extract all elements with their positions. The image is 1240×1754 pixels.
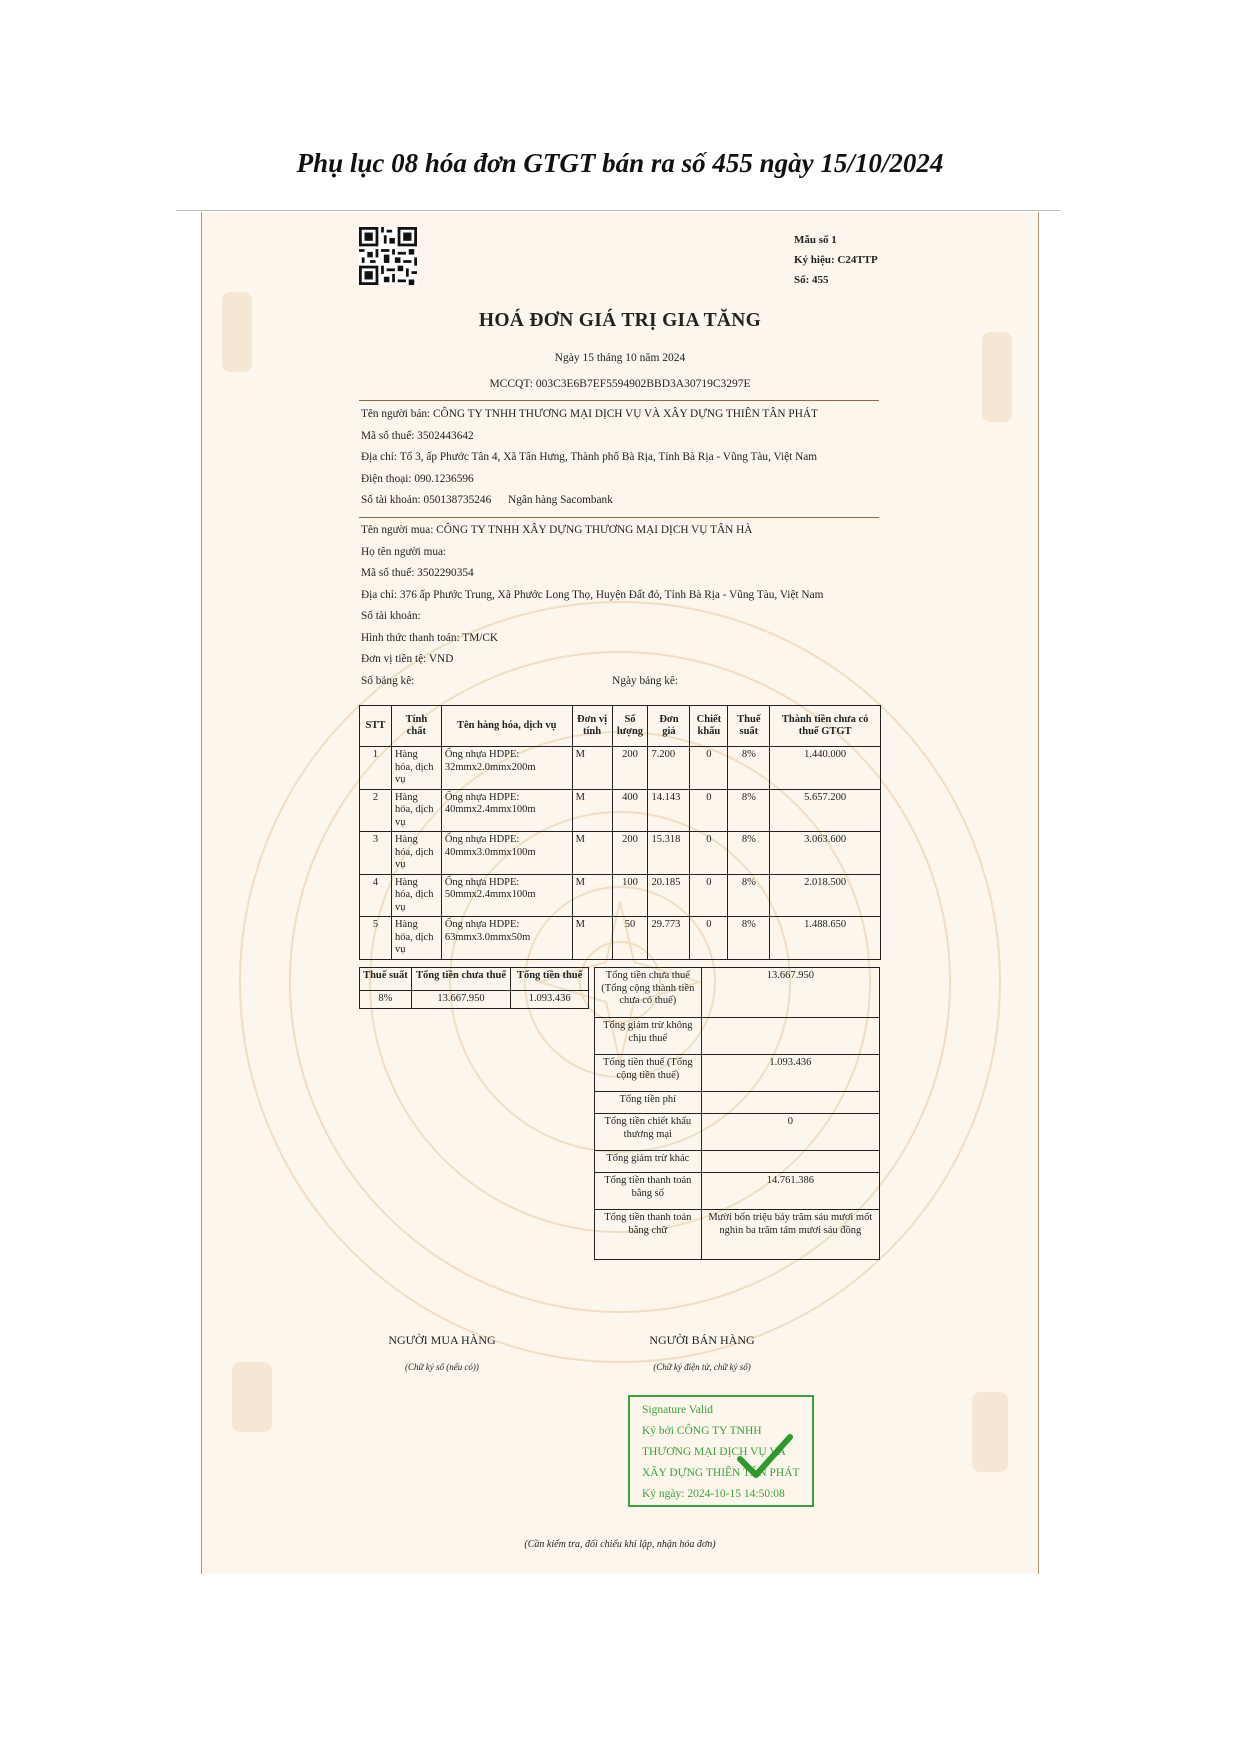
invoice-date: Ngày 15 tháng 10 năm 2024 — [554, 352, 686, 364]
totals-row — [595, 968, 880, 1018]
cell-stt: 4 — [360, 874, 392, 917]
invoice-number: Số: 455 — [794, 274, 829, 286]
col-header: Đơn giá — [648, 706, 690, 747]
cell-discount: 0 — [690, 832, 728, 875]
cell-price: 29.773 — [648, 917, 690, 960]
table-row — [360, 874, 881, 917]
signature-valid-text: Signature Valid — [642, 1404, 714, 1416]
top-divider — [176, 210, 1060, 211]
signed-by-line: XÂY DỰNG THIÊN TÂN PHÁT — [642, 1467, 800, 1479]
cell-type: Hàng hóa, dịch vụ — [391, 789, 441, 832]
seller-name: Tên người bán: CÔNG TY TNHH THƯƠNG MẠI DỊCH VỤ VÀ XÂY DỰNG THIÊN TÂN PHÁT — [361, 408, 818, 420]
buyer-address: Địa chỉ: 376 ấp Phước Trung, Xã Phước Long Thọ, Huyện Đất đỏ, Tỉnh Bà Rịa - Vũng Tàu, Việt Nam — [361, 588, 824, 601]
cell-tax-rate: 8% — [728, 917, 770, 960]
cell-qty: 100 — [612, 874, 648, 917]
cell-qty: 200 — [612, 832, 648, 875]
cell-discount: 0 — [690, 917, 728, 960]
cell-tax-rate: 8% — [728, 832, 770, 875]
buyer-person: Họ tên người mua: — [361, 545, 447, 558]
items-header-row — [360, 706, 881, 747]
cell-product: Ống nhựa HDPE: 50mmx2.4mmx100m — [441, 874, 572, 917]
tax-authority-code: MCCQT: 003C3E6B7EF5594902BBD3A30719C3297E — [489, 378, 751, 390]
cell-discount: 0 — [690, 789, 728, 832]
buyer-signature-note: (Chữ ký số (nếu có)) — [405, 1362, 479, 1372]
cell-product: Ống nhựa HDPE: 32mmx2.0mmx200m — [441, 747, 572, 790]
total-label: Tổng tiền thanh toán bằng số — [595, 1173, 702, 1210]
buyer-tax-code: Mã số thuế: 3502290354 — [361, 567, 474, 579]
cell-type: Hàng hóa, dịch vụ — [391, 917, 441, 960]
cell-unit: M — [572, 789, 612, 832]
seller-phone: Điện thoại: 090.1236596 — [361, 472, 474, 485]
page-heading: Phụ lục 08 hóa đơn GTGT bán ra số 455 ngày 15/10/2024 — [296, 148, 944, 178]
total-value — [701, 1092, 879, 1114]
totals-row — [595, 1114, 880, 1151]
cell-tax-rate: 8% — [360, 991, 412, 1009]
cell-qty: 400 — [612, 789, 648, 832]
form-number: Mẫu số 1 — [794, 234, 837, 246]
col-header: Tổng tiền chưa thuế — [411, 968, 511, 991]
seller-address: Địa chỉ: Tổ 3, ấp Phước Tân 4, Xã Tân Hưng, Thành phố Bà Rịa, Tỉnh Bà Rịa - Vũng Tàu, Việt Nam — [361, 451, 818, 463]
cell-price: 7.200 — [648, 747, 690, 790]
col-header: Tổng tiền thuế — [511, 968, 589, 991]
buyer-account: Số tài khoản: — [361, 610, 421, 622]
col-header: Tính chất — [391, 706, 441, 747]
col-header: Thành tiền chưa có thuế GTGT — [770, 706, 881, 747]
total-value — [701, 1151, 879, 1173]
cell-tax-rate: 8% — [728, 747, 770, 790]
buyer-info — [361, 520, 823, 692]
list-row — [361, 671, 823, 693]
cell-product: Ống nhựa HDPE: 63mmx3.0mmx50m — [441, 917, 572, 960]
table-row — [360, 991, 589, 1009]
totals-row — [595, 1210, 880, 1260]
cell-qty: 50 — [612, 917, 648, 960]
total-label: Tổng tiền chiết khấu thương mại — [595, 1114, 702, 1151]
table-row — [360, 832, 881, 875]
seller-signature-note: (Chữ ký điện tử, chữ ký số) — [653, 1362, 751, 1372]
cell-tax-rate: 8% — [728, 874, 770, 917]
cell-discount: 0 — [690, 747, 728, 790]
total-value — [701, 1018, 879, 1055]
payment-method: Hình thức thanh toán: TM/CK — [361, 631, 499, 644]
cell-type: Hàng hóa, dịch vụ — [391, 747, 441, 790]
cell-stt: 3 — [360, 832, 392, 875]
signed-by-line: THƯƠNG MẠI DỊCH VỤ VÀ — [642, 1446, 786, 1458]
seller-signature-title: NGƯỜI BÁN HÀNG — [649, 1333, 755, 1347]
total-value: 13.667.950 — [701, 968, 879, 1018]
total-value: 0 — [701, 1114, 879, 1151]
total-label: Tổng tiền chưa thuế (Tổng cộng thành tiền chưa có thuế) — [595, 968, 702, 1018]
seller-bank: Ngân hàng Sacombank — [508, 494, 613, 506]
cell-type: Hàng hóa, dịch vụ — [391, 832, 441, 875]
tax-summary-table — [359, 967, 589, 1009]
cell-stt: 5 — [360, 917, 392, 960]
table-row — [360, 747, 881, 790]
total-label: Tổng giảm trừ khác — [595, 1151, 702, 1173]
checkmark-icon — [736, 1433, 794, 1481]
signed-by-line: Ký bởi CÔNG TY TNHH — [642, 1425, 762, 1437]
cell-unit: M — [572, 832, 612, 875]
total-label: Tổng tiền thuế (Tổng cộng tiền thuế) — [595, 1055, 702, 1092]
totals-table — [594, 967, 880, 1260]
invoice-title: HOÁ ĐƠN GIÁ TRỊ GIA TĂNG — [478, 310, 762, 331]
buyer-name: Tên người mua: CÔNG TY TNHH XÂY DỰNG THƯƠNG MẠI DỊCH VỤ TÂN HÀ — [361, 524, 753, 536]
totals-row — [595, 1018, 880, 1055]
col-header: Thuế suất — [728, 706, 770, 747]
totals-row — [595, 1173, 880, 1210]
seller-account-number: Số tài khoản: 050138735246 — [361, 494, 492, 506]
divider — [359, 517, 879, 518]
signed-date: Ký ngày: 2024-10-15 14:50:08 — [642, 1488, 785, 1500]
col-header: Thuế suất — [360, 968, 412, 991]
cell-price: 20.185 — [648, 874, 690, 917]
list-number: Số bảng kê: — [361, 674, 415, 687]
cell-amount: 1.488.650 — [770, 917, 881, 960]
total-value: 1.093.436 — [701, 1055, 879, 1092]
cell-amount: 2.018.500 — [770, 874, 881, 917]
cell-stt: 1 — [360, 747, 392, 790]
cell-stt: 2 — [360, 789, 392, 832]
seller-info — [361, 404, 818, 512]
seller-tax-code: Mã số thuế: 3502443642 — [361, 429, 474, 442]
cell-subtotal: 13.667.950 — [411, 991, 511, 1009]
totals-row — [595, 1151, 880, 1173]
total-label: Tổng tiền thanh toán bằng chữ — [595, 1210, 702, 1260]
digital-signature-box[interactable] — [628, 1395, 814, 1507]
cell-price: 15.318 — [648, 832, 690, 875]
total-value: 14.761.386 — [701, 1173, 879, 1210]
cell-amount: 1.440.000 — [770, 747, 881, 790]
invoice-paper — [201, 212, 1039, 1574]
cell-tax-amount: 1.093.436 — [511, 991, 589, 1009]
total-label: Tổng giảm trừ không chịu thuế — [595, 1018, 702, 1055]
cell-amount: 5.657.200 — [770, 789, 881, 832]
cell-price: 14.143 — [648, 789, 690, 832]
col-header: STT — [360, 706, 392, 747]
total-label: Tổng tiền phí — [595, 1092, 702, 1114]
cell-tax-rate: 8% — [728, 789, 770, 832]
cell-type: Hàng hóa, dịch vụ — [391, 874, 441, 917]
col-header: Tên hàng hóa, dịch vụ — [441, 706, 572, 747]
currency: Đơn vị tiền tệ: VND — [361, 653, 454, 665]
cell-unit: M — [572, 747, 612, 790]
col-header: Đơn vị tính — [572, 706, 612, 747]
series-symbol: Ký hiệu: C24TTP — [794, 254, 878, 266]
seller-account — [361, 490, 818, 512]
table-row — [360, 917, 881, 960]
table-row — [360, 789, 881, 832]
divider — [359, 400, 879, 401]
qr-code-icon — [359, 227, 417, 285]
col-header: Số lượng — [612, 706, 648, 747]
footer-note: (Cần kiểm tra, đối chiếu khi lập, nhận hóa đơn) — [524, 1539, 716, 1550]
total-value: Mười bốn triệu bảy trăm sáu mươi mốt nghìn ba trăm tám mươi sáu đồng — [701, 1210, 879, 1260]
invoice-meta — [794, 230, 878, 290]
list-date: Ngày bảng kê: — [612, 674, 679, 687]
totals-row — [595, 1055, 880, 1092]
tax-header-row — [360, 968, 589, 991]
cell-unit: M — [572, 874, 612, 917]
buyer-signature-title: NGƯỜI MUA HÀNG — [388, 1333, 496, 1347]
cell-qty: 200 — [612, 747, 648, 790]
cell-discount: 0 — [690, 874, 728, 917]
items-table — [359, 705, 881, 960]
cell-product: Ống nhựa HDPE: 40mmx3.0mmx100m — [441, 832, 572, 875]
cell-amount: 3.063.600 — [770, 832, 881, 875]
cell-product: Ống nhựa HDPE: 40mmx2.4mmx100m — [441, 789, 572, 832]
totals-row — [595, 1092, 880, 1114]
col-header: Chiết khấu — [690, 706, 728, 747]
cell-unit: M — [572, 917, 612, 960]
